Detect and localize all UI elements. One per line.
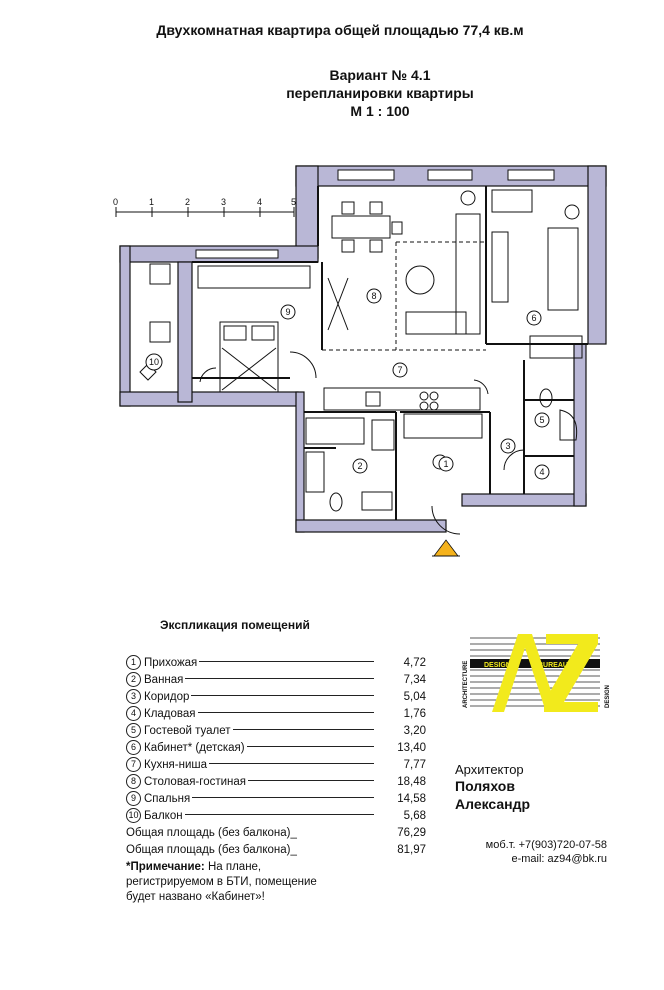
- scale-tick: 2: [185, 197, 191, 207]
- scale-tick: 4: [257, 197, 263, 207]
- total-name: Общая площадь (без балкона)_: [126, 826, 297, 839]
- kitchen-counter: [324, 388, 480, 410]
- explication-row: [126, 688, 426, 705]
- room-number: 6: [126, 740, 141, 755]
- room-area: 7,34: [403, 673, 426, 686]
- room-number: 7: [126, 757, 141, 772]
- room-number: 1: [126, 655, 141, 670]
- logo-side-left: ARCHITECTURE: [463, 660, 469, 708]
- room-area: 4,72: [403, 656, 426, 669]
- room-name: Балкон: [144, 809, 183, 822]
- note-text: регистрируемом в БТИ, помещение: [126, 876, 317, 888]
- scale-label: М 1 : 100: [350, 103, 410, 119]
- room-name: Кабинет* (детская): [144, 741, 245, 754]
- logo-band-left: DESIGN: [484, 662, 511, 669]
- explication-row: [126, 671, 426, 688]
- exterior-walls: [120, 166, 606, 532]
- explication: [126, 618, 426, 905]
- architect-name: Александр: [455, 796, 531, 812]
- scale-tick: 5: [291, 197, 297, 207]
- room-number: 9: [126, 791, 141, 806]
- room-number: 8: [126, 774, 141, 789]
- room-area: 1,76: [403, 707, 426, 720]
- dining-table: [332, 202, 402, 252]
- architect-surname: Поляхов: [455, 778, 515, 794]
- room-name: Спальня: [144, 792, 191, 805]
- scale-tick: 1: [149, 197, 155, 207]
- room-name: Коридор: [144, 690, 190, 703]
- room-name: Гостевой туалет: [144, 724, 231, 737]
- explication-total: [126, 841, 426, 858]
- room-number: 3: [126, 689, 141, 704]
- study-furniture: [492, 190, 579, 310]
- room-name: Кладовая: [144, 707, 196, 720]
- room-number: 10: [126, 808, 141, 823]
- room-area: 5,04: [403, 690, 426, 703]
- logo-side-right: DESIGN: [605, 684, 611, 708]
- contacts: [467, 838, 607, 866]
- explication-row: [126, 756, 426, 773]
- room-number: 1: [443, 459, 449, 469]
- scale-tick: 0: [113, 197, 119, 207]
- logo-band-right: BUREAU: [538, 662, 568, 669]
- explication-row: [126, 739, 426, 756]
- note-label: *Примечание:: [126, 861, 205, 873]
- room-area: 14,58: [397, 792, 426, 805]
- explication-row: [126, 705, 426, 722]
- entrance-arrow-icon: [434, 540, 458, 556]
- architect-block: [455, 762, 530, 813]
- note-text: будет названо «Кабинет»!: [126, 891, 265, 903]
- variant-label: Вариант № 4.1: [329, 67, 431, 83]
- variant-subtitle: перепланировки квартиры: [286, 85, 474, 101]
- explication-note: [126, 860, 426, 905]
- explication-title: Экспликация помещений: [160, 618, 310, 632]
- room-number: 2: [126, 672, 141, 687]
- room-name: Кухня-ниша: [144, 758, 208, 771]
- room-area: 5,68: [403, 809, 426, 822]
- room-number: 4: [126, 706, 141, 721]
- room-area: 13,40: [397, 741, 426, 754]
- living-sofa: [328, 191, 480, 334]
- email-link[interactable]: e-mail: az94@bk.ru: [511, 853, 607, 865]
- room-number: 5: [539, 415, 545, 425]
- bedroom-furniture: [198, 266, 310, 392]
- total-area: 81,97: [397, 843, 426, 856]
- note-text: На плане,: [204, 861, 262, 873]
- explication-row: [126, 790, 426, 807]
- room-number: 7: [397, 365, 403, 375]
- explication-row: [126, 807, 426, 824]
- az-design-bureau-logo: [456, 628, 616, 716]
- explication-row: [126, 773, 426, 790]
- room-name: Столовая-гостиная: [144, 775, 247, 788]
- scale-tick: 3: [221, 197, 227, 207]
- room-name: Прихожая: [144, 656, 198, 669]
- room-number: 3: [505, 441, 511, 451]
- total-name: Общая площадь (без балкона)_: [126, 843, 297, 856]
- room-number: 2: [357, 461, 363, 471]
- room-number: 4: [539, 467, 545, 477]
- room-area: 7,77: [403, 758, 426, 771]
- room-number: 6: [531, 313, 537, 323]
- room-name: Ванная: [144, 673, 184, 686]
- bathroom-fixtures: [306, 418, 394, 511]
- total-area: 76,29: [397, 826, 426, 839]
- explication-row: [126, 722, 426, 739]
- phone-text: моб.т. +7(903)720-07-58: [485, 839, 607, 851]
- room-number: 10: [148, 357, 160, 367]
- explication-row: [126, 654, 426, 671]
- page-title: Двухкомнатная квартира общей площадью 77,4 кв.м: [156, 22, 524, 38]
- room-area: 18,48: [397, 775, 426, 788]
- architect-role: Архитектор: [455, 762, 524, 777]
- room-number: 8: [371, 291, 377, 301]
- room-area: 3,20: [403, 724, 426, 737]
- room-number: 5: [126, 723, 141, 738]
- scale-bar: [116, 207, 294, 217]
- room-number: 9: [285, 307, 291, 317]
- explication-total: [126, 824, 426, 841]
